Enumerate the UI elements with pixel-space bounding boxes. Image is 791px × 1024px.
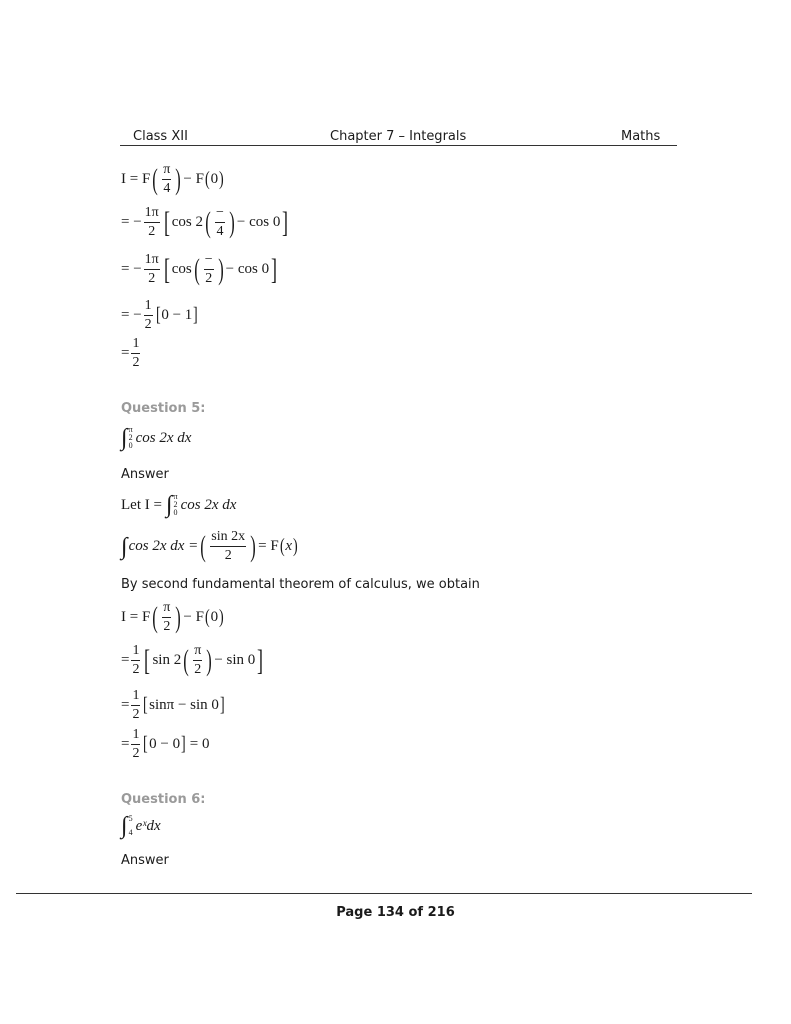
q5-step-3: = $\frac{1}{2}$ [ sinπ − sin 0 ]	[121, 688, 225, 722]
prev-line-2: = − $\frac{1\pi}{2}$ [ cos 2 ( $\frac{-}{4}$ ) − cos 0 ]	[121, 205, 289, 239]
page-number: Page 134 of 216	[336, 905, 455, 920]
prev-line-1: I = F ( $\frac{\pi}{4}$ ) − F ( 0 )	[121, 162, 224, 196]
header-rule	[120, 145, 677, 146]
question-5-title: Question 5:	[121, 401, 206, 416]
question-6-integral: ∫ 5 4 eˣdx	[121, 813, 161, 839]
header-class: Class XII	[133, 129, 188, 144]
question-5-integral: ∫ π 2 0 cos 2x dx	[121, 425, 192, 451]
q5-step-4: = $\frac{1}{2}$ [ 0 − 0 ] = 0	[121, 727, 210, 761]
footer-rule	[16, 893, 752, 894]
question-6-answer-label: Answer	[121, 853, 169, 868]
q5-antiderivative-line: ∫ cos 2x dx = ( $\frac{\sin 2x}{2}$ ) = F ( x )	[121, 529, 298, 563]
header-subject: Maths	[621, 129, 661, 144]
header-chapter: Chapter 7 – Integrals	[330, 129, 467, 144]
question-5-answer-label: Answer	[121, 467, 169, 482]
q5-let-line: Let I = ∫ π 2 0 cos 2x dx	[121, 492, 237, 518]
q5-step-2: = $\frac{1}{2}$ [ sin 2 ( $\frac{\pi}{2}$ ) − sin 0 ]	[121, 643, 264, 677]
prev-line-5: = $\frac{1}{2}$	[121, 336, 140, 370]
question-6-title: Question 6:	[121, 792, 206, 807]
prev-line-4: = − $\frac{1}{2}$ [ 0 − 1 ]	[121, 298, 198, 332]
prev-line-3: = − $\frac{1\pi}{2}$ [ cos ( $\frac{-}{2}$ ) − cos 0 ]	[121, 252, 278, 286]
q5-step-1: I = F ( $\frac{\pi}{2}$ ) − F ( 0 )	[121, 600, 224, 634]
q5-theorem-text: By second fundamental theorem of calculus, we obtain	[121, 577, 480, 592]
